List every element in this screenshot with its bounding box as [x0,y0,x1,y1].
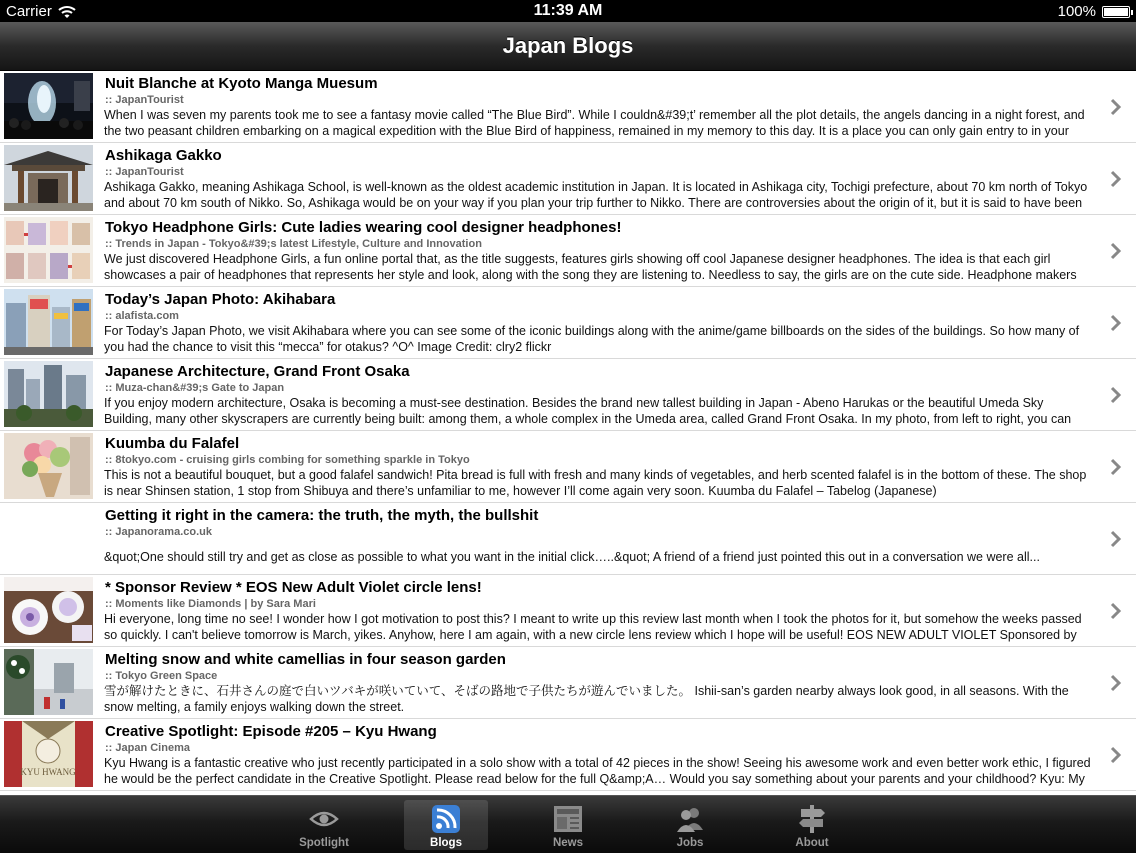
tab-bar [0,795,1136,853]
list-item[interactable] [0,575,1136,647]
tab-jobs-label: Jobs [676,837,704,849]
post-excerpt: Kyu Hwang is a fantastic creative who just recently participated in a solo show with a total of 42 pieces in the show! Seeing his awesome work and even better work ethic, I figured he would be the perfect candidate in the Creative Spotlight. Please read below for the full Q&amp;A… Would you say something about your parents and your childhood? Kyu: My [104,756,1091,786]
thumbnail-image [4,649,93,715]
tab-news[interactable] [526,800,610,850]
chevron-right-icon [1109,386,1123,404]
chevron-right-icon [1109,530,1123,548]
post-title: Today’s Japan Photo: Akihabara [105,291,336,308]
kyu-hwang-logo-text: KYU HWANG [20,767,76,777]
chevron-right-icon [1109,458,1123,476]
status-time: 11:39 AM [533,2,603,19]
post-title: Kuumba du Falafel [105,435,240,452]
post-source: :: Moments like Diamonds | by Sara Mari [105,598,316,610]
rss-icon [430,804,462,834]
tab-spotlight-label: Spotlight [299,837,349,849]
battery [1058,3,1130,20]
post-source: :: Japan Cinema [105,742,190,754]
thumbnail-image [4,217,93,283]
people-icon [674,804,706,834]
signpost-icon [796,804,828,834]
page-title: Japan Blogs [502,33,634,58]
newspaper-icon [552,804,584,834]
post-excerpt: 雪が解けたときに、石井さんの庭で白いツバキが咲いていて、そばの路地で子供たちが遊んでいました。 Ishii-san’s garden nearby always look good, in all seasons. With the snow melting, a family enjoys walking down the street. [104,684,1069,714]
chevron-right-icon [1109,98,1123,116]
post-title: Nuit Blanche at Kyoto Manga Muesum [105,75,378,92]
chevron-right-icon [1109,674,1123,692]
post-title: Melting snow and white camellias in four season garden [105,651,506,668]
post-excerpt: Ashikaga Gakko, meaning Ashikaga School, is well-known as the oldest academic institution in Japan. It is located in Ashikaga city, Tochigi prefecture, about 70 km north of Tokyo and about 70 km south of Nikko. So, Ashikaga would be on your way if you plan your trip further to Nikko. There are controversies about the origin of it, but it is said to have been [104,180,1088,210]
post-title: Tokyo Headphone Girls: Cute ladies wearing cool designer headphones! [105,219,622,236]
post-source: :: JapanTourist [105,166,184,178]
list-item[interactable] [0,431,1136,503]
tab-jobs[interactable] [648,800,732,850]
post-excerpt: When I was seven my parents took me to see a fantasy movie called “The Blue Bird”. While I couldn&#39;t’ remember all the plot details, the angels dancing in a night forest, and the two peasant children embarking on a magical expedition with the Blue Bird of happiness, remained in my memory to this day. It is a place you can only gain entry to in your [104,108,1085,138]
thumbnail-image [4,433,93,499]
post-excerpt: &quot;One should still try and get as close as possible to what you want in the initial click…..&quot; A friend of a friend just pointed this out in a conversation we were all... [104,550,1040,564]
post-excerpt: If you enjoy modern architecture, Osaka is becoming a must-see destination. Besides the brand new tallest building in Japan - Abeno Harukas or the beautiful Umeda Sky Building, many other skyscrapers are currently being built: among them, a whole complex in the Umeda area, called Grand Front Osaka. In my photo, from left to right, you can [104,396,1072,426]
tab-news-label: News [552,837,584,849]
list-item[interactable] [0,647,1136,719]
post-excerpt: This is not a beautiful bouquet, but a good falafel sandwich! Pita bread is full with fresh and many kinds of vegetables, and herb scented falafel is in the bottom of these. The shop is near Shinsen station, 1 stop from Shibuya and there’s unfamiliar to me, however I’ll come again very soon. Kuumba du Falafel – Tabelog (Japanese) [104,468,1087,498]
post-excerpt: Hi everyone, long time no see! I wonder how I got motivation to post this? I meant to write up this review last month when I took the photos for it, but somehow the weeks passed so quickly. I can't believe tomorrow is March, yikes. Anyhow, here I am again, with a new circle lens review which I hope will be useful! EOS NEW ADULT VIOLET Sponsored by [104,612,1082,642]
post-title: * Sponsor Review * EOS New Adult Violet circle lens! [105,579,482,596]
thumbnail-image [4,289,93,355]
post-source: :: Muza-chan&#39;s Gate to Japan [105,382,285,394]
tab-spotlight[interactable] [282,800,366,850]
thumbnail-image [4,145,93,211]
list-item[interactable] [0,503,1136,575]
post-source: :: alafista.com [105,310,179,322]
post-source: :: Japanorama.co.uk [105,526,212,538]
tab-blogs-label: Blogs [430,837,462,849]
post-source: :: Trends in Japan - Tokyo&#39;s latest Lifestyle, Culture and Innovation [105,238,482,250]
thumbnail-image [4,73,93,139]
battery-percent: 100% [1057,3,1096,20]
thumbnail-image [4,577,93,643]
thumbnail-image [4,721,93,787]
navigation-bar [0,22,1136,71]
chevron-right-icon [1109,242,1123,260]
battery-icon [1102,6,1130,18]
list-item[interactable] [0,359,1136,431]
list-item[interactable] [0,287,1136,359]
tab-about[interactable] [770,800,854,850]
post-source: :: Tokyo Green Space [105,670,218,682]
chevron-right-icon [1109,170,1123,188]
thumbnail-image [4,361,93,427]
post-source: :: 8tokyo.com - cruising girls combing for something sparkle in Tokyo [105,454,470,466]
blog-list[interactable] [0,71,1136,795]
post-title: Creative Spotlight: Episode #205 – Kyu Hwang [105,723,437,740]
carrier-label: Carrier [6,3,52,20]
list-item[interactable] [0,215,1136,287]
chevron-right-icon [1109,602,1123,620]
post-excerpt: For Today’s Japan Photo, we visit Akihabara where you can see some of the iconic buildings along with the anime/game billboards on the sides of the buildings. So how many of you had the chance to visit this “mecca” for otakus? ^O^ Image Credit: clry2 flickr [104,324,1080,354]
chevron-right-icon [1109,746,1123,764]
list-item[interactable] [0,143,1136,215]
post-source: :: JapanTourist [105,94,184,106]
eye-icon [308,804,340,834]
post-title: Japanese Architecture, Grand Front Osaka [105,363,410,380]
list-item[interactable] [0,719,1136,791]
post-title: Getting it right in the camera: the truth, the myth, the bullshit [105,507,539,524]
tab-about-label: About [795,837,829,849]
post-excerpt: We just discovered Headphone Girls, a fun online portal that, as the title suggests, features girls showing off cool Japanese designer headphones. The idea is that each girl showcases a pair of headphones that represents her style and look, along with the song they are listening to. Needless to say, the girls are on the cute side. Headphone makers [104,252,1077,282]
list-item[interactable] [0,71,1136,143]
chevron-right-icon [1109,314,1123,332]
post-title: Ashikaga Gakko [105,147,222,164]
tab-blogs[interactable] [404,800,488,850]
status-bar [0,0,1136,22]
